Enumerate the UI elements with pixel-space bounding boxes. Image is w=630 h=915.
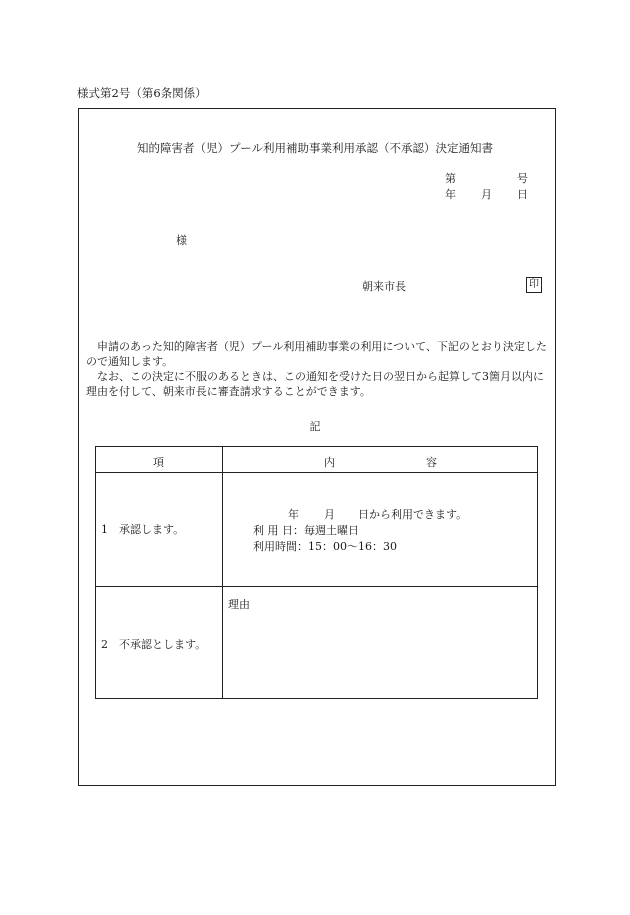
row1-date-day-suffix: 日から利用できます。 [358, 508, 468, 521]
document-title: 知的障害者（児）プール利用補助事業利用承認（不承認）決定通知書 [137, 141, 493, 155]
row1-date-year: 年 [288, 508, 299, 521]
row2-item-rejected: 2 不承認とします。 [101, 638, 207, 651]
row1-use-day: 利 用 日：毎週土曜日 [253, 524, 359, 537]
number-dai: 第 [445, 172, 456, 185]
date-day: 日 [517, 188, 528, 201]
seal-mark: 印 [526, 277, 542, 293]
table-header-content-2: 容 [426, 456, 437, 469]
row2-reason-label: 理由 [228, 598, 250, 611]
ki-heading: 記 [309, 420, 321, 433]
table-header-content-1: 内 [324, 456, 335, 469]
table-header-divider [96, 472, 537, 473]
date-month: 月 [481, 188, 492, 201]
table-row-divider [96, 586, 537, 587]
form-number-label: 様式第2号（第6条関係） [77, 86, 207, 100]
table-column-divider [222, 447, 223, 698]
row1-date-month: 月 [324, 508, 335, 521]
body-paragraph-2: なお、この決定に不服のあるときは、この通知を受けた日の翌日から起算して3箇月以内に理由を付して、朝来市長に審査請求することができます。 [86, 370, 544, 398]
addressee-suffix: 様 [176, 234, 187, 247]
row1-use-time: 利用時間：15：00～16：30 [253, 540, 397, 553]
number-go: 号 [517, 172, 528, 185]
date-year: 年 [445, 188, 456, 201]
table-header-item: 項 [153, 456, 164, 469]
row1-item-approved: 1 承認します。 [101, 523, 185, 536]
issuer-name: 朝来市長 [362, 280, 406, 293]
decision-table [95, 446, 538, 699]
body-paragraph-1: 申請のあった知的障害者（児）プール利用補助事業の利用について、下記のとおり決定したので通知します。 [86, 340, 547, 368]
